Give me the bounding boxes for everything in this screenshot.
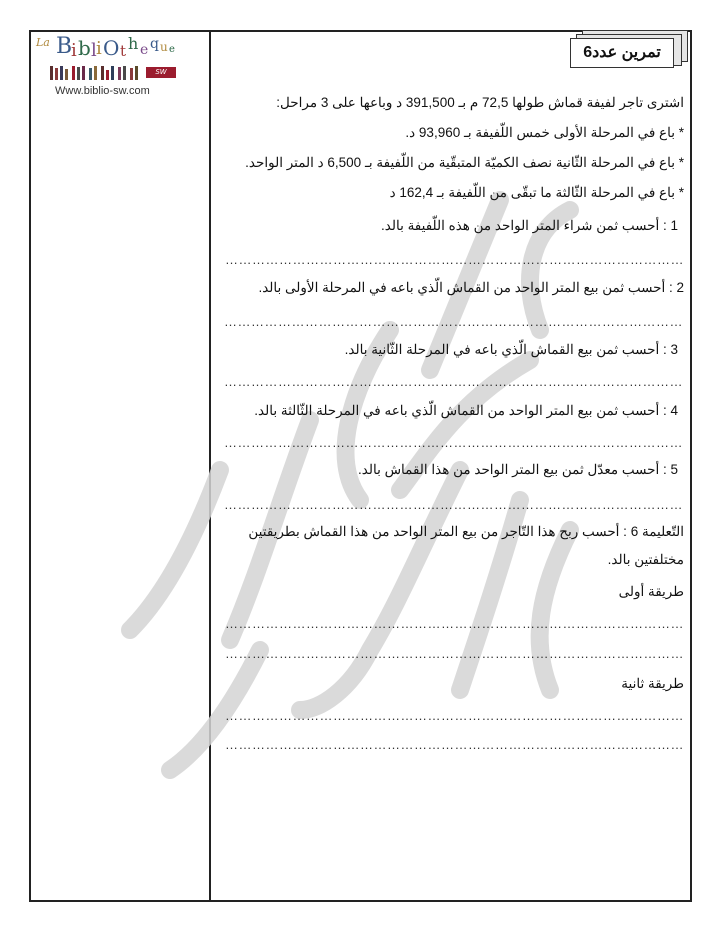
answer-line[interactable]: …………………………………………………………………………………………: [225, 616, 684, 631]
method-1-label: طريقة أولى: [618, 584, 684, 599]
question-1: 1 : أحسب ثمن شراء المتر الواحد من هذه اللّفيفة بالد.: [381, 218, 678, 233]
stage-3: * باع في المرحلة الثّالثة ما تبقّى من اللّفيفة بـ 162,4 د: [389, 185, 684, 200]
website-url[interactable]: Www.biblio-sw.com: [55, 85, 150, 97]
bookshelf-graphic: [50, 66, 142, 80]
stage-1: * باع في المرحلة الأولى خمس اللّفيفة بـ 93,960 د.: [405, 125, 684, 140]
sw-badge: SW: [146, 67, 176, 78]
biblio-logo: [36, 34, 186, 104]
exercise-title-box: [570, 30, 688, 74]
exercise-intro: اشترى تاجر لفيفة قماش طولها 72,5 م بـ 391,500 د وباعها على 3 مراحل:: [276, 95, 684, 110]
instruction-6: التّعليمة 6 : أحسب ربح هذا التّاجر من بيع المتر الواحد من هذا القماش بطريقتين: [248, 524, 684, 539]
question-4: 4 : أحسب ثمن بيع المتر الواحد من القماش الّذي باعه في المرحلة الثّالثة بالد.: [254, 403, 678, 418]
method-2-label: طريقة ثانية: [621, 676, 684, 691]
answer-line[interactable]: …………………………………………………………………………………………: [224, 497, 683, 512]
question-2: 2 : أحسب ثمن بيع المتر الواحد من القماش الّذي باعه في المرحلة الأولى بالد.: [258, 280, 684, 295]
column-divider: [209, 30, 211, 902]
answer-line[interactable]: …………………………………………………………………………………………: [224, 374, 683, 389]
question-3: 3 : أحسب ثمن بيع القماش الّذي باعه في المرحلة الثّانية بالد.: [344, 342, 678, 357]
stage-2: * باع في المرحلة الثّانية نصف الكميّة المتبقّية من اللّفيفة بـ 6,500 د المتر الواحد.: [245, 155, 684, 170]
answer-line[interactable]: …………………………………………………………………………………………: [225, 646, 684, 661]
answer-line[interactable]: …………………………………………………………………………………………: [224, 435, 683, 450]
answer-line[interactable]: …………………………………………………………………………………………: [225, 737, 684, 752]
exercise-title: تمرين عدد6: [570, 38, 674, 68]
instruction-6-cont: مختلفتين بالد.: [607, 552, 684, 567]
answer-line[interactable]: …………………………………………………………………………………………: [225, 252, 684, 267]
question-5: 5 : أحسب معدّل ثمن بيع المتر الواحد من هذا القماش بالد.: [358, 462, 678, 477]
answer-line[interactable]: …………………………………………………………………………………………: [224, 314, 683, 329]
logo-wordmark: La B i b l i O t h e q u e: [36, 34, 175, 61]
answer-line[interactable]: …………………………………………………………………………………………: [225, 708, 684, 723]
